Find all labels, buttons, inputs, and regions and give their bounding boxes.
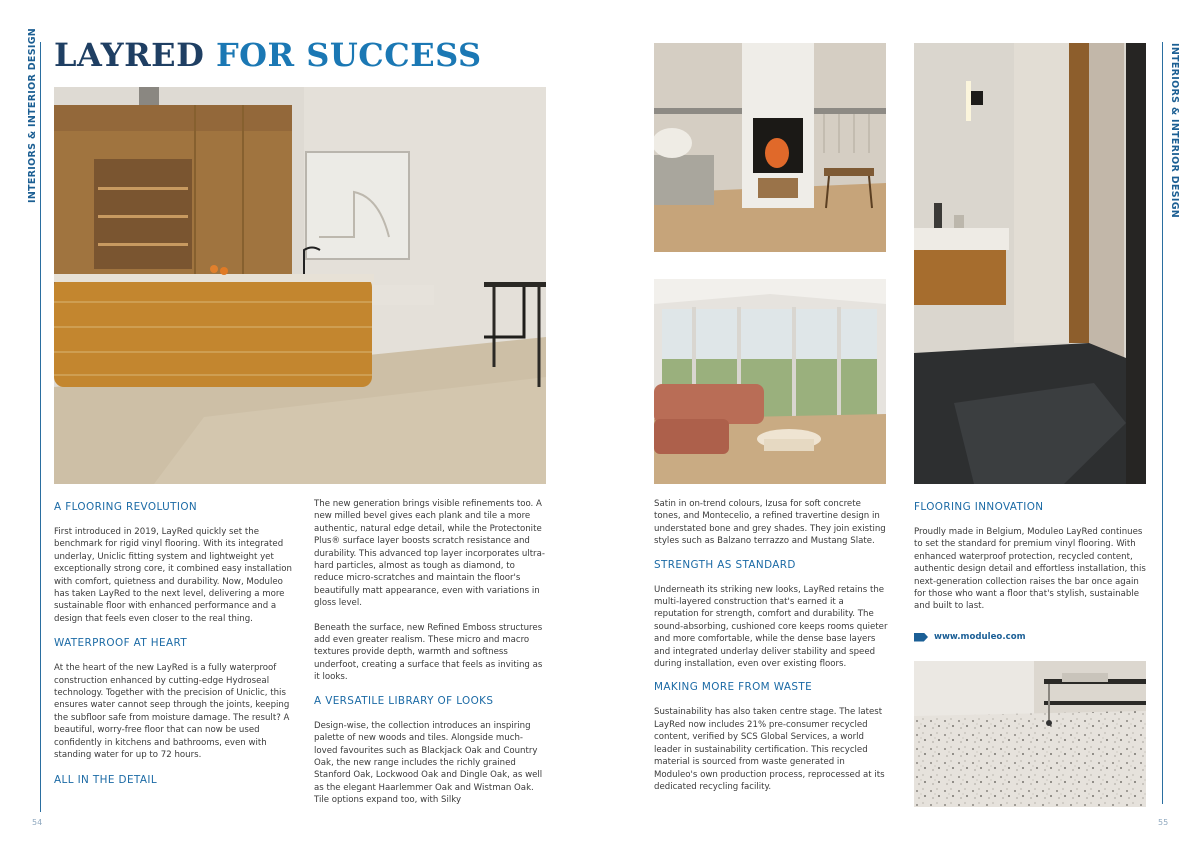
terrazzo-floor-photo: [914, 661, 1146, 807]
paragraph-waste: Sustainability has also taken centre stage. The latest LayRed now includes 21% pre-consumer recycled content, verified by SCS Global Services, a world leader in sustainability certification. This recycled material is sourced from waste generated in Moduleo's own production process, reprocessed at its dedicated recycling facility.: [654, 707, 885, 792]
paragraph-tiles: Satin in on-trend colours, Izusa for soft concrete tones, and Montecelio, a refined travertine design in understated bone and grey shades. They join existing styles such as Balzano terrazzo and Mustang Slate.: [654, 499, 886, 547]
right-margin-rule: [1162, 42, 1163, 804]
website-link[interactable]: [914, 632, 1026, 642]
paragraph-design: Design-wise, the collection introduces an inspiring palette of new woods and tiles. Alongside much-loved favourites such as Blackjack Oak and Country Oak, the new range includes the richly grained Stanford Oak, Lockwood Oak and Dingle Oak, as well as the elegant Haarlemmer Oak and Wistman Oak. Tile options expand too, with Silky: [314, 720, 543, 806]
page-number-left: 54: [32, 818, 43, 827]
heading-flooring-revolution: A FLOORING REVOLUTION: [54, 501, 198, 513]
arrow-tag-icon: [914, 633, 928, 642]
heading-library: A VERSATILE LIBRARY OF LOOKS: [314, 694, 494, 707]
left-margin-rule: [40, 42, 41, 812]
heading-detail: ALL IN THE DETAIL: [54, 773, 158, 786]
left-section-label: INTERIORS & INTERIOR DESIGN: [27, 27, 38, 203]
title-part-1: LAYRED: [54, 36, 205, 74]
bathroom-photo: [914, 43, 1146, 484]
heading-waterproof: WATERPROOF AT HEART: [54, 637, 188, 650]
page-title: [54, 36, 482, 74]
article-column-1: [54, 500, 292, 787]
title-part-2: FOR SUCCESS: [215, 36, 482, 74]
article-column-2: [314, 498, 546, 807]
heading-strength: STRENGTH AS STANDARD: [654, 558, 796, 571]
heading-waste: MAKING MORE FROM WASTE: [654, 681, 813, 694]
fireplace-photo: [654, 43, 886, 252]
right-section-label: INTERIORS & INTERIOR DESIGN: [1169, 43, 1180, 219]
paragraph-innovation: Proudly made in Belgium, Moduleo LayRed continues to set the standard for premium vinyl flooring. With enhanced waterproof protection, recycled content, authentic design detail and effortless installation, this next-generation collection raises the bar once again for those who want a floor that's stylish, sustainable and built to last.: [914, 527, 1146, 612]
paragraph-strength: Underneath its striking new looks, LayRed retains the multi-layered construction that's earned it a reputation for strength, comfort and durability. The sound-absorbing, cushioned core keeps rooms quieter and more comfortable, while the dense base layers and integrated underlay deliver stability and speed during installation, even over existing floors.: [654, 584, 888, 670]
paragraph-waterproof: At the heart of the new LayRed is a fully waterproof construction enhanced by cutting-edge Hydroseal technology. Together with the precision of Uniclic, this ensures water cannot seep through the joints, keeping the subfloor safe from moisture damage. The result? A beautiful, worry-free floor that can now be used confidently in kitchens and bathrooms, even with standing water for up to 72 hours.: [54, 663, 290, 761]
paragraph-emboss: Beneath the surface, new Refined Emboss structures add even greater realism. These micro and macro textures provide depth, warmth and softness underfoot, creating a surface that feels as inviting as it looks.: [314, 622, 543, 683]
paragraph-flooring-revolution: First introduced in 2019, LayRed quickly set the benchmark for rigid vinyl flooring. With its integrated underlay, Uniclic fitting system and lightweight yet exceptionally strong core, it combined easy installation with comfort, quietness and durability. Now, Moduleo has taken LayRed to the next level, delivering a more sustainable floor with enhanced performance and a design that feels even closer to the real thing.: [54, 527, 292, 624]
website-link-text[interactable]: www.moduleo.com: [934, 632, 1026, 642]
heading-innovation: FLOORING INNOVATION: [914, 501, 1044, 513]
kitchen-photo: [54, 87, 546, 484]
article-column-3: [654, 498, 888, 793]
article-column-4: [914, 500, 1148, 613]
paragraph-refinements: The new generation brings visible refinements too. A new milled bevel gives each plank and tile a more authentic, natural edge detail, while the Protectonite Plus® surface layer boosts scratch resistance and durability. This advanced top layer incorporates ultra-hard particles, almost as tough as diamond, to reduce micro-scratches and maintain the floor's beautifully matt appearance, even with variations in gloss level.: [314, 499, 545, 609]
living-room-photo: [654, 279, 886, 484]
page-number-right: 55: [1158, 818, 1169, 827]
